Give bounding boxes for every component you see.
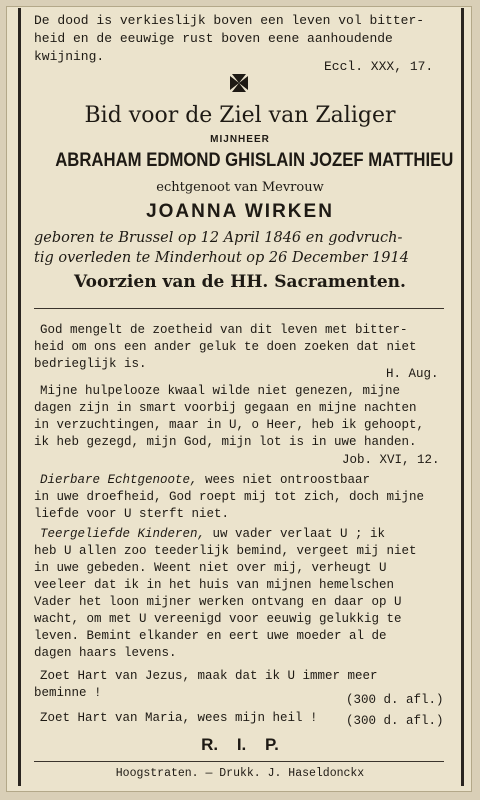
text-fragment: uw vader verlaat U ; ik	[205, 527, 386, 541]
prayer-heading: Bid voor de Ziel van Zaliger	[84, 103, 396, 128]
epigraph-line: heid en de eeuwige rust boven eene aanhoudende	[34, 31, 393, 46]
text-line: ik heb gezegd, mijn God, mijn lot is in uwe handen.	[34, 435, 417, 449]
spouse-name: JOANNA WIRKEN	[146, 201, 334, 222]
rip-line: R. I. P.	[201, 735, 279, 754]
text-line: Zoet Hart van Jezus, maak dat ik U immer meer	[40, 669, 378, 683]
quote-source: Job. XVI, 12.	[342, 453, 440, 467]
text-line: in uwe droefheid, God roept mij tot zich, doch mijne	[34, 490, 425, 504]
text-line: bedrieglijk is.	[34, 357, 147, 371]
epigraph-source: Eccl. XXX, 17.	[324, 59, 434, 74]
printer-credit: Hoogstraten. — Drukk. J. Haseldonckx	[115, 767, 365, 780]
maltese-cross-icon	[228, 72, 250, 94]
text-line: beminne !	[34, 686, 102, 700]
text-line: Zoet Hart van Maria, wees mijn heil !	[40, 711, 318, 725]
divider	[34, 308, 444, 309]
epigraph-line: kwijning.	[34, 49, 105, 64]
text-line: liefde voor U sterft niet.	[34, 507, 230, 521]
text-line: God mengelt de zoetheid van dit leven met bitter-	[40, 323, 408, 337]
spouse-intro: echtgenoot van Mevrouw	[156, 180, 324, 195]
indulgence-note: (300 d. afl.)	[346, 714, 444, 728]
text-line	[40, 472, 370, 489]
text-fragment: wees niet ontroostbaar	[197, 473, 371, 487]
address-children: Teergeliefde Kinderen,	[40, 527, 206, 541]
text-line: dagen haars levens.	[34, 646, 177, 660]
quote-source: H. Aug.	[386, 367, 439, 381]
indulgence-note: (300 d. afl.)	[346, 693, 444, 707]
text-line: leven. Bemint elkander en eert uwe moeder al de	[34, 629, 387, 643]
text-line	[40, 526, 385, 543]
address-spouse: Dierbare Echtgenoote,	[40, 473, 198, 487]
deceased-name: ABRAHAM EDMOND GHISLAIN JOZEF MATTHIEU	[55, 150, 454, 171]
text-line: heid om ons een ander geluk te doen zoeken dat niet	[34, 340, 417, 354]
death-line: tig overleden te Minderhout op 26 December 1914	[34, 250, 409, 266]
title-line: MIJNHEER	[210, 134, 270, 145]
sacraments-line: Voorzien van de HH. Sacramenten.	[74, 272, 406, 292]
text-line: dagen zijn in smart voorbij gegaan en mijne nachten	[34, 401, 417, 415]
text-line: in verzuchtingen, maar in U, o Heer, heb ik gehoopt,	[34, 418, 425, 432]
birth-line: geboren te Brussel op 12 April 1846 en godvruch-	[34, 230, 403, 246]
text-line: Mijne hulpelooze kwaal wilde niet genezen, mijne	[40, 384, 401, 398]
epigraph-line: De dood is verkieslijk boven een leven vol bitter-	[34, 13, 425, 28]
text-line: Vader het loon mijner werken ontvang en daar op U	[34, 595, 402, 609]
divider	[34, 761, 444, 762]
text-line: wacht, om met U vereenigd voor eeuwig gelukkig te	[34, 612, 402, 626]
text-line: veeleer dat ik in het huis van mijnen hemelschen	[34, 578, 395, 592]
text-line: in uwe gebeden. Weent niet over mij, verheugt U	[34, 561, 387, 575]
text-line: heb U allen zoo teederlijk bemind, vergeet mij niet	[34, 544, 417, 558]
